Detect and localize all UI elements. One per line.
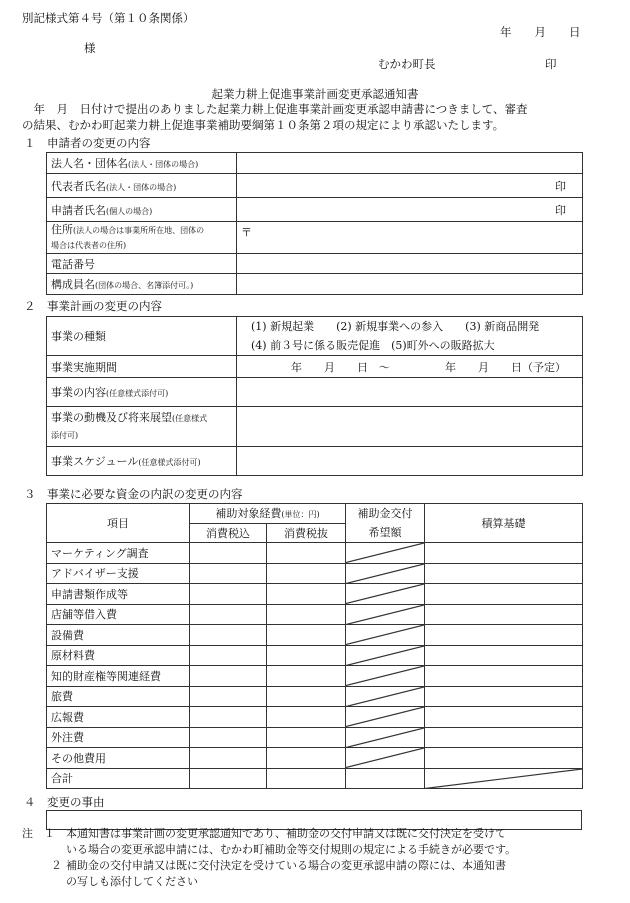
table-row — [47, 222, 583, 254]
members-field[interactable] — [237, 274, 583, 295]
col-tax-in-header: 消費税込 — [190, 523, 267, 543]
plan-table — [46, 316, 583, 476]
table-row — [47, 584, 583, 605]
request-cell-disabled — [346, 686, 425, 707]
basis-cell[interactable] — [425, 604, 583, 625]
tax-out-cell[interactable] — [267, 645, 346, 666]
tax-in-cell[interactable] — [190, 686, 267, 707]
funds-table — [46, 503, 583, 789]
intro-text-1: 年 月 日付けで提出のありました起業力耕上促進事業計画変更承認申請書につきまして、審査 — [22, 102, 528, 116]
item-label: 設備費 — [47, 625, 190, 646]
notes-prefix: 注 １ — [22, 827, 55, 840]
section2-heading: ２ 事業計画の変更の内容 — [24, 299, 162, 313]
corp-name-field[interactable] — [237, 153, 583, 174]
table-row — [47, 254, 583, 274]
row-label: 申請者氏名(個人の場合) — [47, 198, 237, 222]
row-label: 構成員名(団体の場合、名簿添付可。) — [47, 274, 237, 295]
tax-out-cell[interactable] — [267, 625, 346, 646]
tax-in-cell[interactable] — [190, 727, 267, 748]
section3-heading: ３ 事業に必要な資金の内訳の変更の内容 — [24, 487, 243, 501]
item-label: アドバイザー支援 — [47, 563, 190, 584]
tax-in-cell[interactable] — [190, 645, 267, 666]
table-row — [47, 274, 583, 295]
form-number: 別記様式第４号（第１０条関係） — [22, 11, 195, 25]
item-label: その他費用 — [47, 748, 190, 769]
request-cell-disabled — [346, 666, 425, 687]
table-row — [47, 356, 583, 378]
tax-in-cell[interactable] — [190, 604, 267, 625]
basis-cell[interactable] — [425, 645, 583, 666]
basis-cell[interactable] — [425, 707, 583, 728]
addressee-suffix: 様 — [84, 41, 96, 55]
tax-in-cell[interactable] — [190, 707, 267, 728]
total-label: 合計 — [47, 768, 190, 789]
tax-out-cell[interactable] — [267, 666, 346, 687]
schedule-label: 事業スケジュール(任意様式添付可) — [47, 447, 237, 476]
table-row — [47, 748, 583, 769]
request-cell-disabled — [346, 625, 425, 646]
table-row — [47, 198, 583, 222]
basis-cell[interactable] — [425, 727, 583, 748]
tax-out-cell[interactable] — [267, 563, 346, 584]
table-row — [47, 645, 583, 666]
total-tax-in[interactable] — [190, 768, 267, 789]
item-label: 申請書類作成等 — [47, 584, 190, 605]
table-row — [47, 174, 583, 198]
tax-out-cell[interactable] — [267, 727, 346, 748]
note-1-line-2: いる場合の変更承認申請には、むかわ町補助金等交付規則の規定による手続きが必要です。 — [66, 843, 517, 856]
request-cell-disabled — [346, 604, 425, 625]
col-request-header: 補助金交付 希望額 — [346, 504, 425, 543]
basis-cell[interactable] — [425, 543, 583, 564]
schedule-field[interactable] — [237, 447, 583, 476]
basis-cell[interactable] — [425, 748, 583, 769]
col-item-header: 項目 — [47, 504, 190, 543]
document-title: 起業力耕上促進事業計画変更承認通知書 — [211, 87, 419, 101]
table-row — [47, 153, 583, 174]
tax-out-cell[interactable] — [267, 707, 346, 728]
note-2-number: ２ — [51, 859, 62, 872]
request-cell-disabled — [346, 748, 425, 769]
tax-in-cell[interactable] — [190, 625, 267, 646]
table-row — [47, 727, 583, 748]
request-cell-disabled — [346, 727, 425, 748]
phone-field[interactable] — [237, 254, 583, 274]
table-row — [47, 604, 583, 625]
request-cell-disabled — [346, 707, 425, 728]
issue-date: 年 月 日 — [500, 25, 581, 39]
request-cell-disabled — [346, 543, 425, 564]
tax-out-cell[interactable] — [267, 584, 346, 605]
tax-in-cell[interactable] — [190, 563, 267, 584]
row-label: 法人名・団体名(法人・団体の場合) — [47, 153, 237, 174]
tax-out-cell[interactable] — [267, 686, 346, 707]
period-field[interactable]: 年 月 日 ～ 年 月 日（予定） — [237, 356, 583, 378]
row-label: 代表者氏名(法人・団体の場合) — [47, 174, 237, 198]
tax-out-cell[interactable] — [267, 543, 346, 564]
item-label: 旅費 — [47, 686, 190, 707]
issuer-name: むかわ町長 — [378, 57, 436, 71]
table-row — [47, 378, 583, 407]
tax-in-cell[interactable] — [190, 748, 267, 769]
issuer-seal: 印 — [545, 57, 557, 71]
col-tax-out-header: 消費税抜 — [267, 523, 346, 543]
address-field[interactable]: 〒 — [237, 222, 583, 254]
basis-cell[interactable] — [425, 686, 583, 707]
request-cell-disabled — [346, 645, 425, 666]
basis-cell[interactable] — [425, 666, 583, 687]
applicant-table — [46, 152, 583, 295]
tax-in-cell[interactable] — [190, 666, 267, 687]
request-cell-disabled — [346, 584, 425, 605]
note-2-line-2: の写しも添付してください — [66, 875, 198, 888]
table-row — [47, 625, 583, 646]
section4-heading: ４ 変更の事由 — [24, 795, 105, 809]
total-request[interactable] — [346, 768, 425, 789]
content-label: 事業の内容(任意様式添付可) — [47, 378, 237, 407]
tax-out-cell[interactable] — [267, 604, 346, 625]
note-2-line-1: 補助金の交付申請又は既に交付決定を受けている場合の変更承認申請の際には、本通知書 — [66, 859, 506, 872]
request-cell-disabled — [346, 563, 425, 584]
note-1-line-1: 本通知書は事業計画の変更承認通知であり、補助金の交付申請又は既に交付決定を受けて — [66, 827, 506, 840]
notes — [22, 826, 618, 890]
table-row — [47, 317, 583, 356]
section1-heading: １ 申請者の変更の内容 — [24, 136, 151, 150]
business-type-label: 事業の種類 — [47, 317, 237, 356]
total-basis-disabled — [425, 768, 583, 789]
row-label: 電話番号 — [47, 254, 237, 274]
motive-label: 事業の動機及び将来展望(任意様式 添付可) — [47, 407, 237, 447]
intro-text-2: の結果、むかわ町起業力耕上促進事業補助要綱第１０条第２項の規定により承認いたします。 — [22, 118, 505, 132]
item-label: 広報費 — [47, 707, 190, 728]
col-subsidy-header: 補助対象経費(単位：円) — [190, 504, 346, 524]
total-tax-out[interactable] — [267, 768, 346, 789]
table-row — [47, 707, 583, 728]
table-row — [47, 543, 583, 564]
applicant-name-field[interactable]: 印 — [237, 198, 583, 222]
table-row — [47, 686, 583, 707]
item-label: 店舗等借入費 — [47, 604, 190, 625]
row-label: 住所(法人の場合は事業所所在地、団体の 場合は代表者の住所) — [47, 222, 237, 254]
period-label: 事業実施期間 — [47, 356, 237, 378]
item-label: マーケティング調査 — [47, 543, 190, 564]
total-row — [47, 768, 583, 789]
item-label: 外注費 — [47, 727, 190, 748]
motive-field[interactable] — [237, 407, 583, 447]
item-label: 知的財産権等関連経費 — [47, 666, 190, 687]
table-row — [47, 563, 583, 584]
business-type-options[interactable]: (1) 新規起業 (2) 新規事業への参入 (3) 新商品開発 (4) 前３号に係る販売促進 (5)町外への販路拡大 — [237, 317, 583, 356]
table-row — [47, 666, 583, 687]
basis-cell[interactable] — [425, 563, 583, 584]
col-basis-header: 積算基礎 — [425, 504, 583, 543]
tax-in-cell[interactable] — [190, 543, 267, 564]
content-field[interactable] — [237, 378, 583, 407]
tax-out-cell[interactable] — [267, 748, 346, 769]
tax-in-cell[interactable] — [190, 584, 267, 605]
table-row — [47, 447, 583, 476]
representative-field[interactable]: 印 — [237, 174, 583, 198]
basis-cell[interactable] — [425, 584, 583, 605]
table-row — [47, 407, 583, 447]
item-label: 原材料費 — [47, 645, 190, 666]
basis-cell[interactable] — [425, 625, 583, 646]
